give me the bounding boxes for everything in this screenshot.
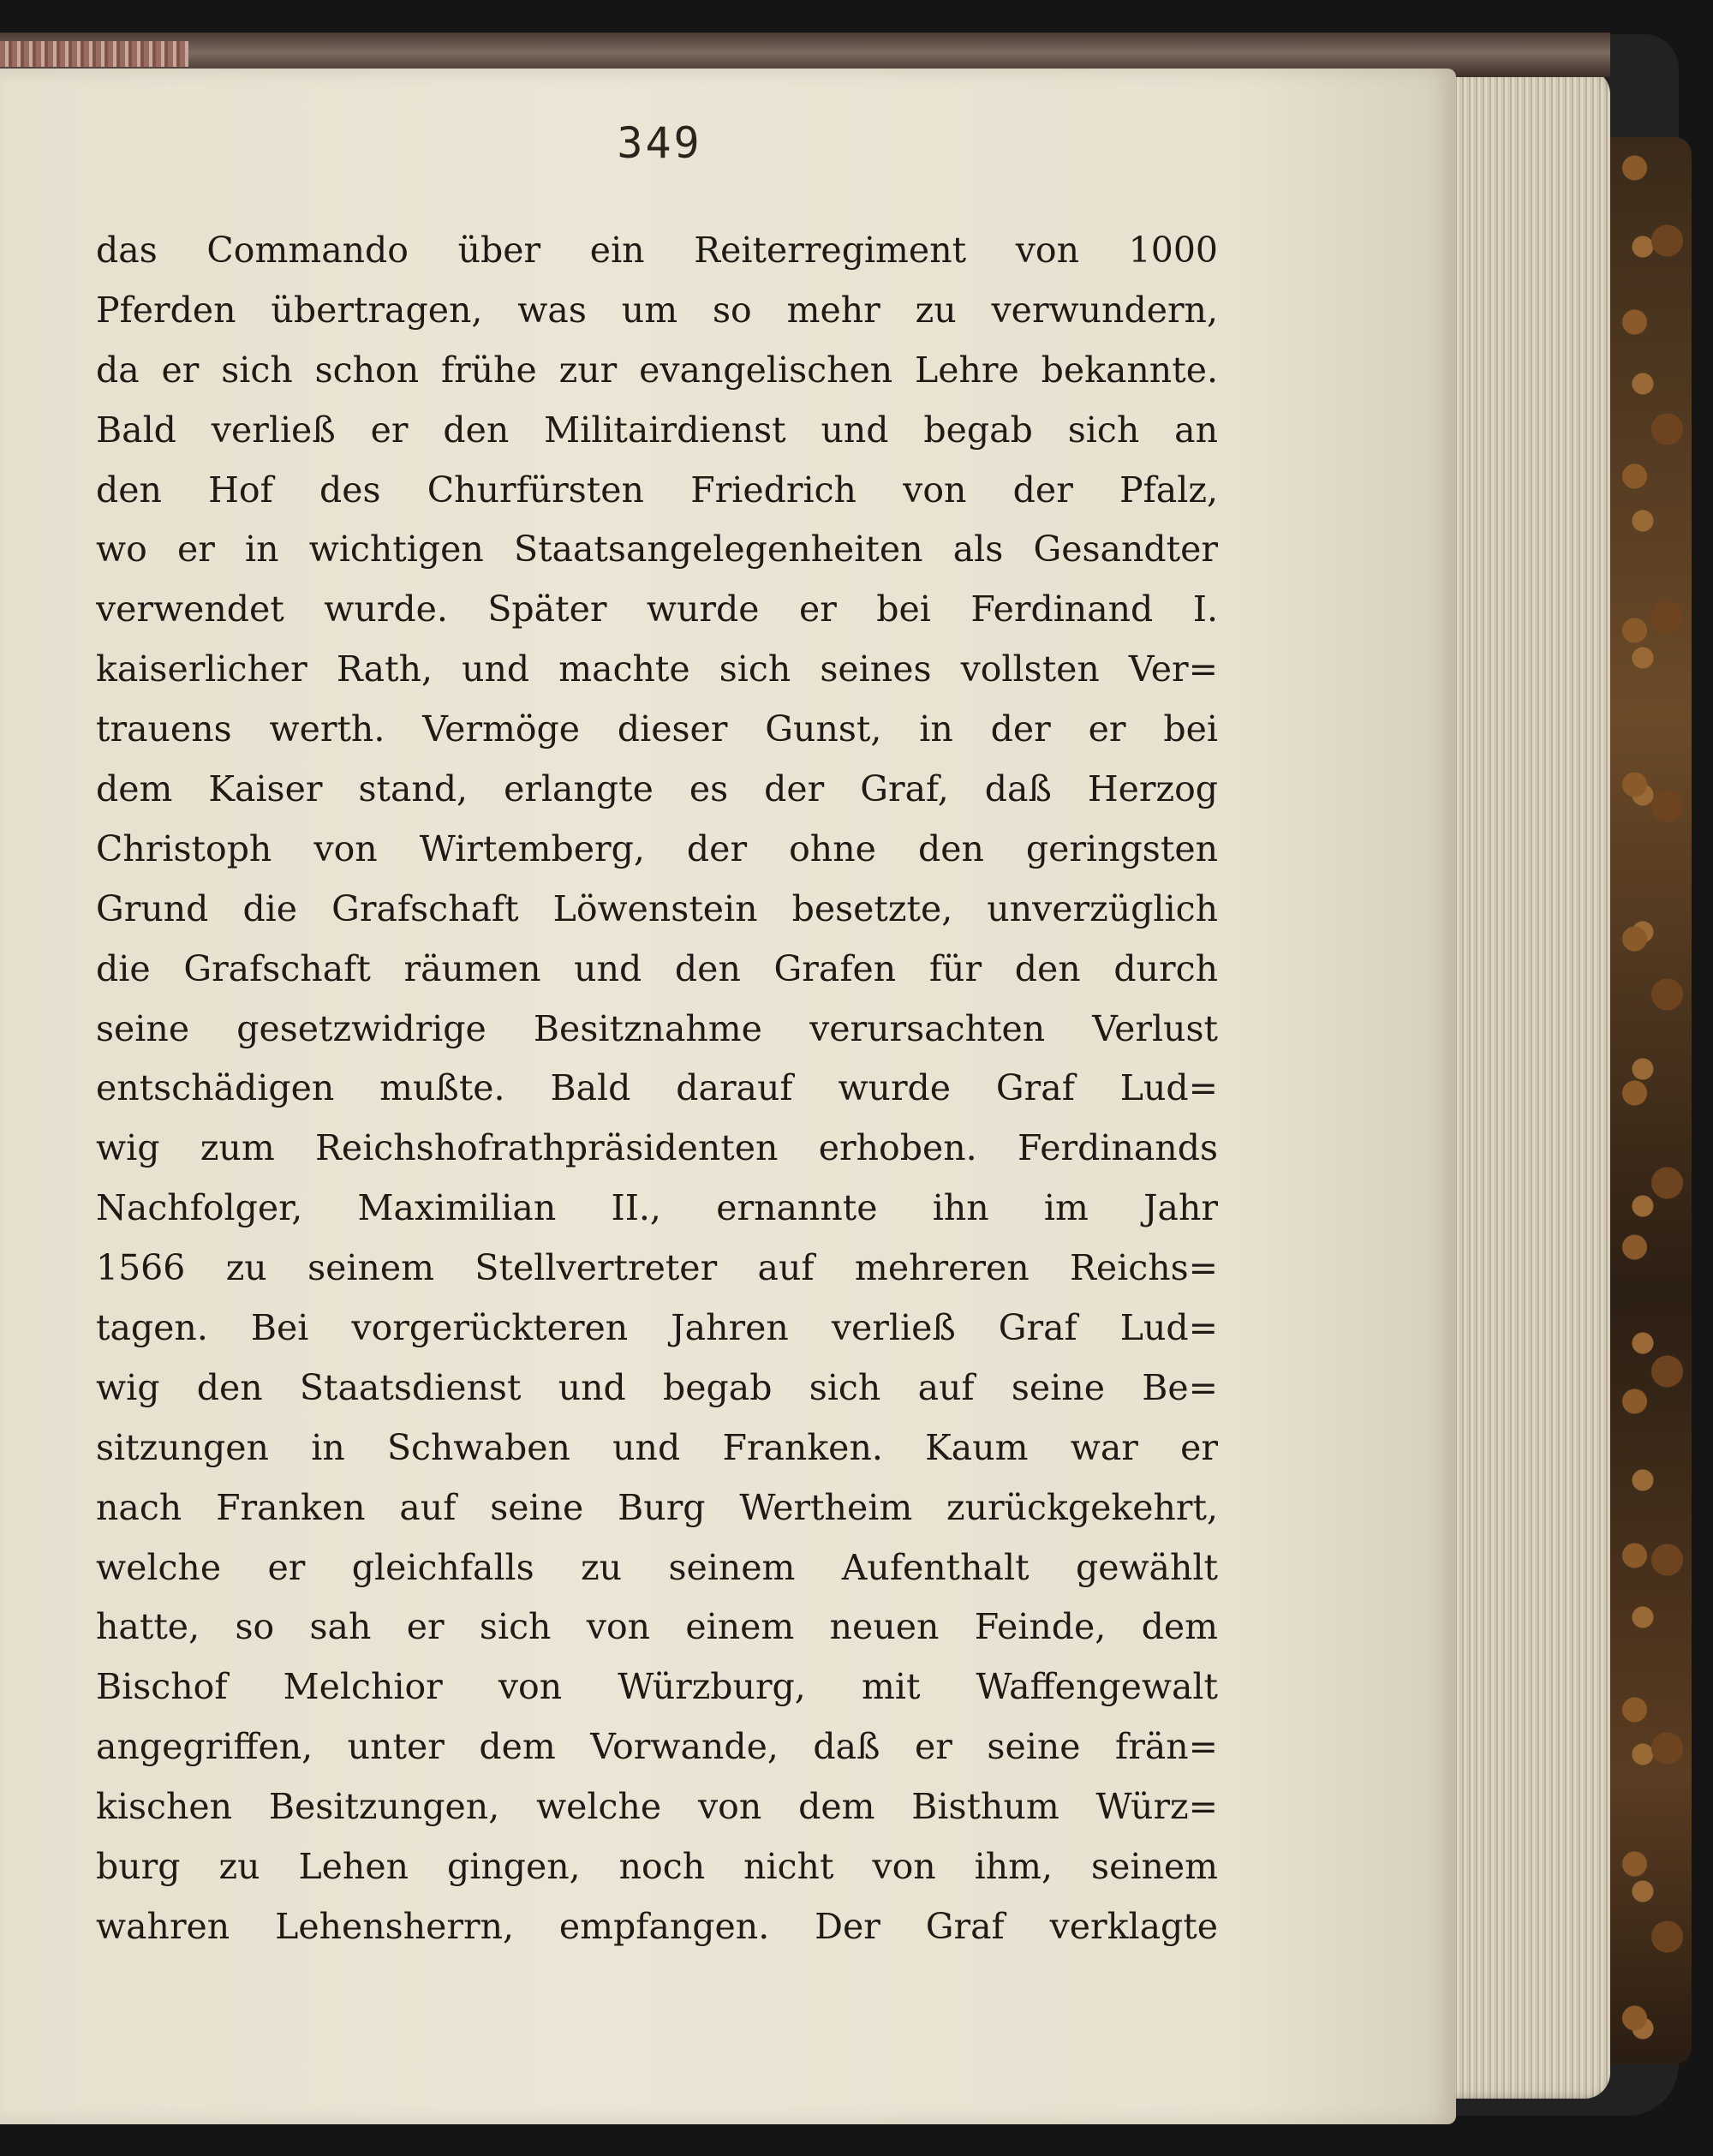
text-line: 1566 zu seinem Stellvertreter auf mehreren Reichs=	[96, 1247, 1218, 1289]
text-line: burg zu Lehen gingen, noch nicht von ihm, seinem	[96, 1846, 1218, 1888]
text-line: wahren Lehensherrn, empfangen. Der Graf verklagte	[96, 1905, 1218, 1947]
page-edges-stack	[1439, 69, 1610, 2099]
text-line: Bald verließ er den Militairdienst und begab sich an	[96, 409, 1218, 451]
text-line: angegriffen, unter dem Vorwande, daß er seine frän=	[96, 1726, 1218, 1768]
text-line: Bischof Melchior von Würzburg, mit Waffengewalt	[96, 1666, 1218, 1708]
text-line: Christoph von Wirtemberg, der ohne den geringsten	[96, 827, 1218, 869]
text-line: wig den Staatsdienst und begab sich auf seine Be=	[96, 1366, 1218, 1408]
page-number: 349	[617, 118, 702, 168]
text-line: Nachfolger, Maximilian II., ernannte ihn im Jahr	[96, 1187, 1218, 1229]
text-line: welche er gleichfalls zu seinem Aufenthalt gewählt	[96, 1546, 1218, 1588]
text-line: wig zum Reichshofrathpräsidenten erhoben. Ferdinands	[96, 1127, 1218, 1169]
headband	[0, 41, 188, 67]
text-line: das Commando über ein Reiterregiment von 1000	[96, 230, 1218, 271]
text-line: den Hof des Churfürsten Friedrich von der Pfalz,	[96, 469, 1218, 511]
book-page	[0, 69, 1456, 2124]
text-line: Grund die Grafschaft Löwenstein besetzte, unverzüglich	[96, 887, 1218, 929]
text-line: da er sich schon frühe zur evangelischen Lehre bekannte.	[96, 349, 1218, 391]
text-line: sitzungen in Schwaben und Franken. Kaum war er	[96, 1426, 1218, 1468]
text-line: tagen. Bei vorgerückteren Jahren verließ Graf Lud=	[96, 1307, 1218, 1349]
text-line: kaiserlicher Rath, und machte sich seines vollsten Ver=	[96, 648, 1218, 690]
body-text	[96, 221, 1218, 1957]
text-line: trauens werth. Vermöge dieser Gunst, in der er bei	[96, 708, 1218, 750]
text-line: hatte, so sah er sich von einem neuen Feinde, dem	[96, 1606, 1218, 1648]
text-line: kischen Besitzungen, welche von dem Bisthum Würz=	[96, 1786, 1218, 1828]
text-line: dem Kaiser stand, erlangte es der Graf, daß Herzog	[96, 768, 1218, 810]
text-line: entschädigen mußte. Bald darauf wurde Graf Lud=	[96, 1067, 1218, 1109]
marbled-cover-edge	[1610, 137, 1692, 2064]
text-line: seine gesetzwidrige Besitznahme verursachten Verlust	[96, 1007, 1218, 1049]
text-line: nach Franken auf seine Burg Wertheim zurückgekehrt,	[96, 1486, 1218, 1528]
text-line: wo er in wichtigen Staatsangelegenheiten als Gesandter	[96, 529, 1218, 570]
text-line: Pferden übertragen, was um so mehr zu verwundern,	[96, 289, 1218, 331]
text-line: verwendet wurde. Später wurde er bei Ferdinand I.	[96, 588, 1218, 630]
text-line: die Grafschaft räumen und den Grafen für den durch	[96, 947, 1218, 989]
